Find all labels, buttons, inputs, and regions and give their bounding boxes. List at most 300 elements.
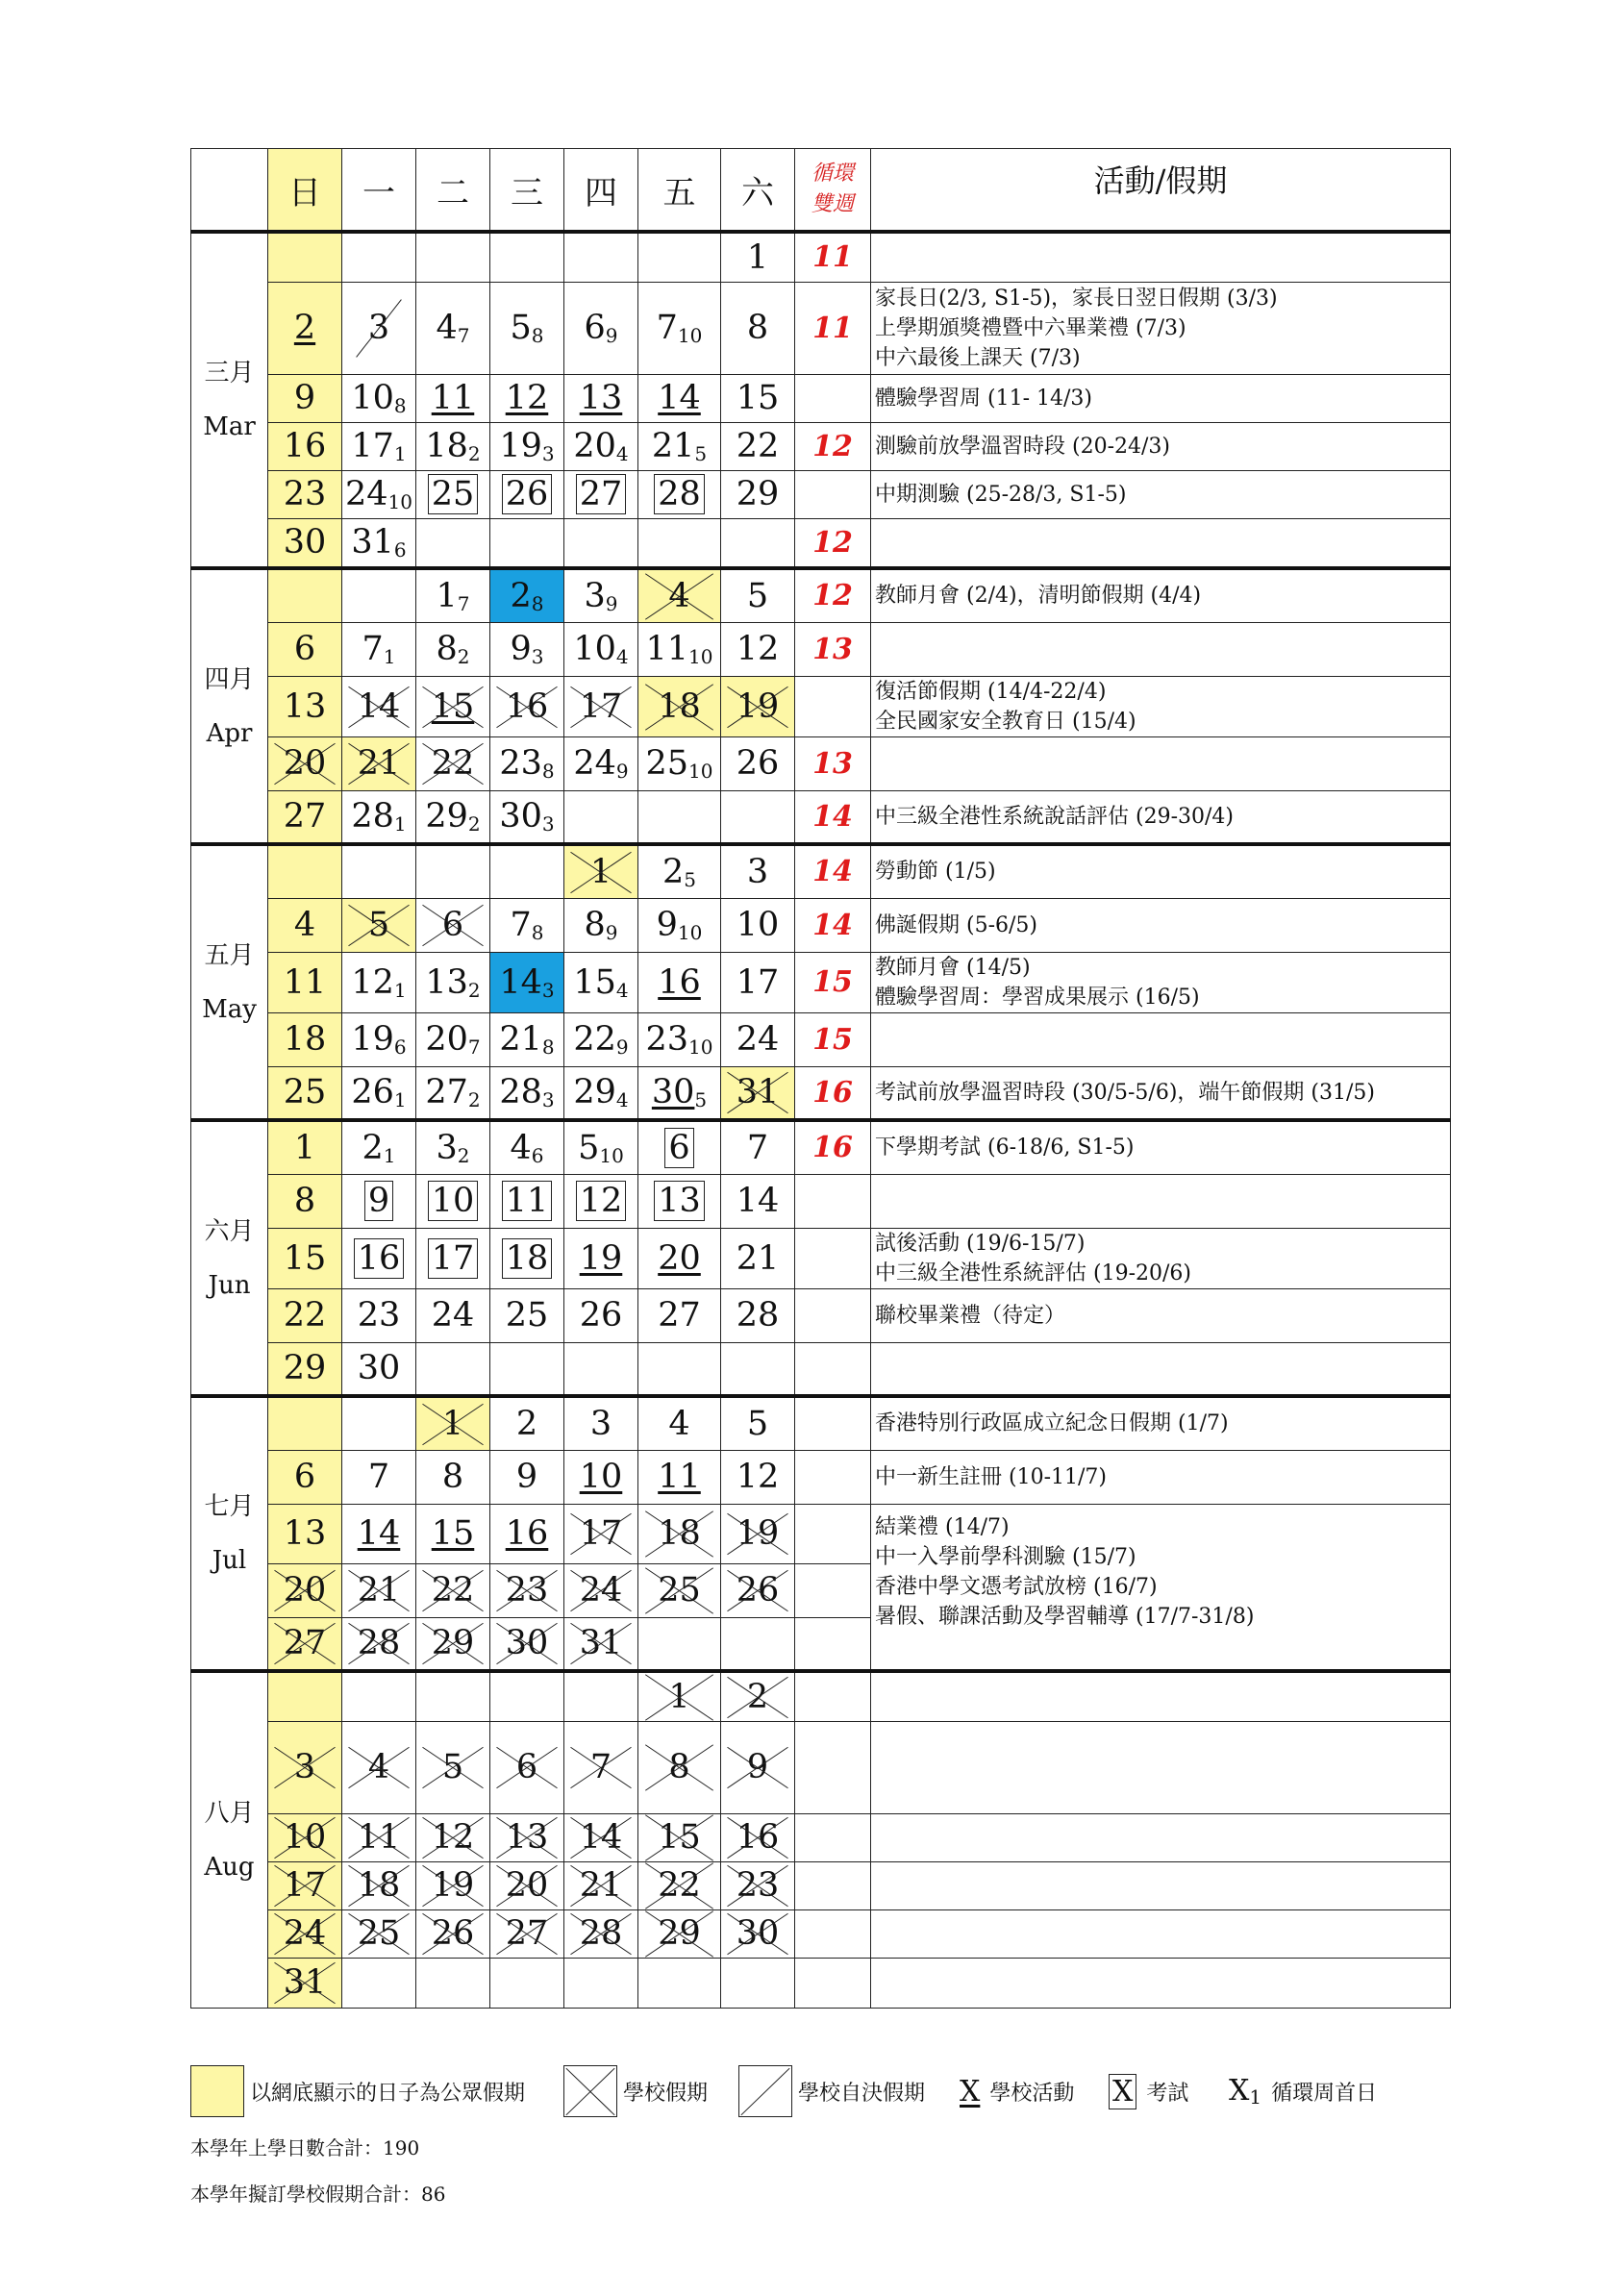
day-number: 7 [746, 1128, 769, 1167]
day-number: 29 [425, 797, 468, 836]
day-cell [490, 1012, 564, 1066]
day-cell [490, 790, 564, 844]
day-cell [721, 844, 795, 898]
day-cell [721, 1120, 795, 1174]
activity-cell [871, 518, 1451, 568]
day-number: 6 [584, 309, 606, 347]
day-number: 27 [576, 474, 627, 514]
day-number: 11 [357, 1818, 401, 1857]
day-number: 30 [283, 523, 327, 562]
month-label [191, 232, 268, 568]
cycle-week-number: 11 [795, 232, 871, 282]
day-cell [416, 622, 490, 676]
day-cell [564, 1504, 638, 1563]
day-number: 6 [515, 1748, 538, 1786]
cycle-week-number: 14 [795, 790, 871, 844]
week-row [191, 1228, 1451, 1288]
day-cell [721, 736, 795, 790]
cycle-week-number: 16 [795, 1120, 871, 1174]
activity-header: 活動/假期 [871, 149, 1451, 233]
cycle-week-number [795, 1909, 871, 1958]
day-cell [342, 374, 416, 422]
cycle-week-number [795, 470, 871, 518]
day-number: 29 [573, 1073, 616, 1112]
day-cell [342, 518, 416, 568]
cycle-week-number [795, 1174, 871, 1228]
day-cell [564, 1174, 638, 1228]
day-number: 14 [658, 379, 701, 417]
cycle-day-index: 5 [694, 1088, 708, 1112]
day-cell [342, 844, 416, 898]
day-cell [342, 282, 416, 374]
month-name-en: Jun [208, 1270, 251, 1300]
day-number: 29 [658, 1914, 701, 1953]
month-name-en: Jul [212, 1546, 247, 1575]
day-number: 7 [362, 630, 384, 668]
total-school-days: 本學年上學日數合計：190 [190, 2136, 420, 2159]
day-number: 14 [357, 1514, 401, 1553]
day-number: 23 [645, 1020, 689, 1059]
cycle-day-index: 7 [457, 591, 470, 615]
day-cell [268, 282, 342, 374]
week-row [191, 1671, 1451, 1721]
week-row [191, 422, 1451, 470]
activity-cell [871, 1066, 1451, 1120]
cycle-day-index: 3 [541, 1088, 555, 1112]
activity-item: 中一入學前學科測驗 (15/7) [875, 1544, 1136, 1569]
cycle-day-index: 8 [531, 921, 544, 944]
cycle-day-index: 1 [393, 812, 407, 836]
day-number: 30 [651, 1073, 695, 1112]
activity-item: 上學期頒獎禮暨中六畢業禮 (7/3) [875, 315, 1186, 340]
day-number: 30 [505, 1624, 549, 1663]
day-cell [490, 622, 564, 676]
day-cell [268, 1563, 342, 1617]
day-number: 3 [584, 576, 606, 615]
day-cell [721, 1909, 795, 1958]
day-number: 16 [736, 1818, 780, 1857]
day-number: 18 [658, 1514, 701, 1553]
day-cell [721, 232, 795, 282]
day-cell [342, 1288, 416, 1342]
day-cell [268, 568, 342, 622]
cycle-week-number: 16 [795, 1066, 871, 1120]
day-number: 24 [283, 1914, 327, 1953]
day-cell [342, 232, 416, 282]
day-cell [638, 1861, 721, 1909]
cycle-day-index: 10 [688, 645, 713, 668]
day-number: 10 [283, 1818, 327, 1857]
week-row [191, 1909, 1451, 1958]
day-number: 16 [354, 1238, 405, 1279]
day-cell [416, 1396, 490, 1450]
legend-discretionary [738, 2065, 925, 2117]
day-cell [638, 1288, 721, 1342]
cycle-week-number: 13 [795, 622, 871, 676]
activity-cell [871, 1861, 1451, 1909]
day-cell [268, 374, 342, 422]
day-number: 17 [579, 1514, 623, 1553]
day-cell [268, 622, 342, 676]
legend-school-holiday [563, 2065, 708, 2117]
activity-cell [871, 232, 1451, 282]
day-cell [564, 1671, 638, 1721]
cycle-week-number [795, 374, 871, 422]
day-cell [638, 1563, 721, 1617]
day-number: 4 [668, 1404, 690, 1443]
day-cell [416, 374, 490, 422]
day-number: 1 [746, 237, 769, 277]
day-number: 28 [357, 1624, 401, 1663]
day-cell [416, 422, 490, 470]
day-number: 23 [499, 744, 542, 783]
day-number: 13 [283, 1514, 327, 1553]
cycle-day-index: 2 [467, 1088, 481, 1112]
month-name-en: Mar [203, 412, 256, 441]
day-cell [416, 1671, 490, 1721]
cycle-week-number [795, 1671, 871, 1721]
activity-cell [871, 1671, 1451, 1721]
day-number: 10 [573, 630, 616, 668]
day-number: 29 [431, 1624, 475, 1663]
day-number: 16 [505, 686, 549, 726]
day-number: 18 [357, 1866, 401, 1905]
day-cell [564, 1228, 638, 1288]
cycle-day-index: 8 [541, 1036, 555, 1059]
day-number: 4 [510, 1128, 532, 1167]
weekday-fri: 五 [638, 149, 721, 233]
legend-public-holiday [190, 2065, 525, 2117]
activity-item: 家長日(2/3, S1-5)，家長日翌日假期 (3/3) [875, 286, 1278, 311]
day-cell [721, 622, 795, 676]
day-cell [416, 282, 490, 374]
cycle-day-index: 9 [615, 760, 629, 783]
day-cell [638, 1066, 721, 1120]
day-number: 16 [283, 427, 327, 465]
day-number: 18 [658, 686, 701, 726]
weekday-mon: 一 [342, 149, 416, 233]
week-row [191, 1813, 1451, 1861]
day-cell [268, 898, 342, 952]
cycle-day-index: 8 [541, 760, 555, 783]
day-cell [268, 952, 342, 1012]
day-cell [342, 1012, 416, 1066]
day-number: 8 [746, 309, 769, 347]
week-row [191, 898, 1451, 952]
day-cell [268, 1450, 342, 1504]
day-cell [342, 1174, 416, 1228]
day-cell [638, 232, 721, 282]
activity-cell [871, 422, 1451, 470]
day-number: 20 [283, 1571, 327, 1610]
day-cell [342, 422, 416, 470]
day-number: 13 [579, 379, 623, 417]
day-cell [490, 568, 564, 622]
day-cell [721, 1174, 795, 1228]
cycle-day-index: 3 [541, 812, 555, 836]
day-cell [564, 736, 638, 790]
cycle-day-index: 10 [599, 1143, 624, 1167]
day-cell [721, 1288, 795, 1342]
activity-item: 復活節假期 (14/4-22/4) [875, 679, 1107, 704]
day-cell [268, 1120, 342, 1174]
day-number: 17 [283, 1866, 327, 1905]
day-cell [564, 1617, 638, 1671]
day-number: 21 [736, 1238, 780, 1278]
day-number: 6 [441, 906, 464, 944]
day-cell [564, 1450, 638, 1504]
day-cell [638, 844, 721, 898]
day-cell [638, 374, 721, 422]
day-number: 15 [283, 1238, 327, 1278]
cycle-day-index: 1 [383, 1143, 396, 1167]
day-cell [268, 790, 342, 844]
legend-cycle-symbol [1229, 2074, 1261, 2109]
day-cell [416, 898, 490, 952]
day-cell [490, 1066, 564, 1120]
cycle-day-index: 6 [393, 538, 407, 562]
day-cell [638, 736, 721, 790]
day-cell [564, 676, 638, 736]
day-number: 10 [579, 1458, 623, 1496]
cycle-day-index: 2 [467, 442, 481, 465]
day-cell [342, 470, 416, 518]
activity-cell [871, 736, 1451, 790]
day-number: 26 [351, 1073, 394, 1112]
day-number: 23 [357, 1296, 401, 1335]
day-number: 22 [431, 744, 475, 783]
day-cell [490, 1813, 564, 1861]
day-cell [638, 676, 721, 736]
day-cell [721, 1721, 795, 1813]
day-number: 9 [656, 906, 678, 944]
cycle-week-number: 15 [795, 1012, 871, 1066]
day-cell [268, 422, 342, 470]
day-cell [564, 1721, 638, 1813]
day-cell [416, 1563, 490, 1617]
day-cell [638, 790, 721, 844]
day-cell [564, 1958, 638, 2008]
day-cell [638, 1909, 721, 1958]
day-cell [564, 1066, 638, 1120]
day-number: 13 [425, 962, 468, 1002]
day-cell [638, 1671, 721, 1721]
cycle-day-index: 4 [615, 645, 629, 668]
day-number: 19 [431, 1866, 475, 1905]
month-name-zh: 五月 [204, 940, 255, 970]
day-cell [721, 470, 795, 518]
cycle-week-number [795, 1228, 871, 1288]
day-cell [564, 1861, 638, 1909]
week-row [191, 622, 1451, 676]
day-cell [490, 1342, 564, 1396]
month-label [191, 844, 268, 1120]
cycle-week-number: 14 [795, 844, 871, 898]
day-cell [268, 1909, 342, 1958]
cycle-header [795, 149, 871, 233]
week-row [191, 1342, 1451, 1396]
day-cell [721, 1617, 795, 1671]
activity-cell [871, 1813, 1451, 1861]
day-number: 13 [654, 1181, 705, 1221]
legend-activity-label: 學校活動 [989, 2081, 1075, 2106]
day-cell [490, 952, 564, 1012]
day-number: 19 [351, 1020, 394, 1059]
day-number: 30 [357, 1349, 401, 1388]
cycle-day-index: 9 [605, 591, 618, 615]
day-number: 5 [367, 906, 390, 944]
day-number: 2 [362, 1128, 384, 1167]
day-cell [342, 1228, 416, 1288]
day-cell [490, 1228, 564, 1288]
activity-item: 香港特別行政區成立紀念日假期 (1/7) [875, 1411, 1229, 1436]
day-number: 19 [499, 427, 542, 465]
month-label [191, 568, 268, 844]
legend-cycle-x: X [1229, 2074, 1250, 2108]
activity-cell [871, 1120, 1451, 1174]
day-number: 12 [505, 379, 549, 417]
cycle-day-index: 6 [393, 1036, 407, 1059]
legend-school-holiday-label: 學校假期 [623, 2081, 709, 2106]
day-number: 23 [505, 1571, 549, 1610]
day-cell [416, 1861, 490, 1909]
day-number: 21 [499, 1020, 542, 1059]
day-number: 19 [579, 1238, 623, 1278]
day-cell [416, 1342, 490, 1396]
month-name-en: Apr [206, 718, 253, 748]
day-cell [416, 470, 490, 518]
day-number: 27 [283, 797, 327, 836]
day-number: 21 [357, 744, 401, 783]
week-row [191, 844, 1451, 898]
day-number: 19 [736, 1514, 780, 1553]
day-cell [564, 1813, 638, 1861]
legend-discretionary-label: 學校自決假期 [798, 2081, 926, 2106]
day-cell [342, 1617, 416, 1671]
day-cell [638, 1958, 721, 2008]
day-cell [564, 1342, 638, 1396]
cycle-week-number: 12 [795, 518, 871, 568]
day-number: 20 [283, 744, 327, 783]
legend-slash-swatch [738, 2065, 792, 2117]
day-cell [268, 1617, 342, 1671]
day-cell [342, 676, 416, 736]
activity-cell [871, 952, 1451, 1012]
weekday-tue: 二 [416, 149, 490, 233]
month-name-zh: 四月 [204, 664, 255, 694]
day-number: 11 [658, 1458, 701, 1496]
day-number: 3 [746, 852, 769, 891]
cycle-week-number [795, 1563, 871, 1617]
day-number: 24 [345, 475, 388, 513]
day-number: 24 [736, 1020, 780, 1059]
cycle-week-number [795, 1342, 871, 1396]
day-cell [721, 898, 795, 952]
day-cell [416, 1504, 490, 1563]
day-cell [268, 1671, 342, 1721]
cycle-header-line1: 循環 [811, 162, 854, 186]
day-cell [490, 1396, 564, 1450]
legend-exam-label: 考試 [1146, 2081, 1189, 2106]
day-number: 8 [441, 1458, 464, 1496]
day-number: 14 [499, 962, 542, 1002]
week-row [191, 518, 1451, 568]
day-cell [342, 1721, 416, 1813]
week-row [191, 1721, 1451, 1813]
header-row [191, 149, 1451, 233]
day-cell [416, 1174, 490, 1228]
cycle-day-index: 9 [615, 1036, 629, 1059]
day-cell [564, 1396, 638, 1450]
day-cell [268, 232, 342, 282]
day-cell [721, 518, 795, 568]
day-number: 8 [584, 906, 606, 944]
day-cell [564, 1909, 638, 1958]
day-number: 12 [736, 630, 780, 668]
day-cell [342, 1671, 416, 1721]
month-name-en: May [202, 994, 257, 1024]
day-number: 14 [579, 1818, 623, 1857]
day-number: 2 [515, 1404, 538, 1443]
activity-cell [871, 374, 1451, 422]
day-cell [638, 1450, 721, 1504]
day-number: 16 [505, 1514, 549, 1553]
activity-item: 佛誕假期 (5-6/5) [875, 912, 1037, 937]
day-cell [268, 470, 342, 518]
day-cell [638, 898, 721, 952]
day-cell [490, 1721, 564, 1813]
month-label [191, 1120, 268, 1396]
cycle-day-index: 2 [467, 812, 481, 836]
activity-item: 中三級全港性系統評估 (19-20/6) [875, 1260, 1191, 1285]
cycle-week-number [795, 676, 871, 736]
day-cell [416, 676, 490, 736]
day-number: 6 [664, 1128, 693, 1168]
day-cell [721, 1563, 795, 1617]
week-row [191, 736, 1451, 790]
day-cell [638, 1813, 721, 1861]
day-cell [564, 844, 638, 898]
day-cell [638, 1012, 721, 1066]
day-number: 24 [431, 1296, 475, 1335]
week-row [191, 1450, 1451, 1504]
day-cell [721, 1958, 795, 2008]
day-number: 19 [736, 686, 780, 726]
cycle-day-index: 8 [531, 591, 544, 615]
day-number: 22 [283, 1296, 327, 1335]
day-number: 22 [658, 1866, 701, 1905]
day-cell [342, 1066, 416, 1120]
month-name-zh: 六月 [204, 1216, 255, 1246]
day-cell [416, 1066, 490, 1120]
day-cell [564, 952, 638, 1012]
cycle-day-index: 10 [688, 1036, 713, 1059]
activity-item: 試後活動 (19/6-15/7) [875, 1231, 1086, 1256]
activity-cell [871, 1228, 1451, 1288]
school-calendar-table [190, 148, 1451, 2009]
day-cell [342, 1396, 416, 1450]
activity-cell [871, 1396, 1451, 1450]
activity-item: 教師月會 (14/5) [875, 955, 1031, 980]
week-row [191, 282, 1451, 374]
day-number: 29 [283, 1349, 327, 1388]
day-cell [490, 898, 564, 952]
day-number: 2 [662, 852, 685, 891]
month-label [191, 1396, 268, 1671]
activity-item: 教師月會 (2/4)，清明節假期 (4/4) [875, 584, 1202, 609]
day-cell [490, 374, 564, 422]
legend-cycle-start-label: 循環周首日 [1271, 2081, 1378, 2106]
